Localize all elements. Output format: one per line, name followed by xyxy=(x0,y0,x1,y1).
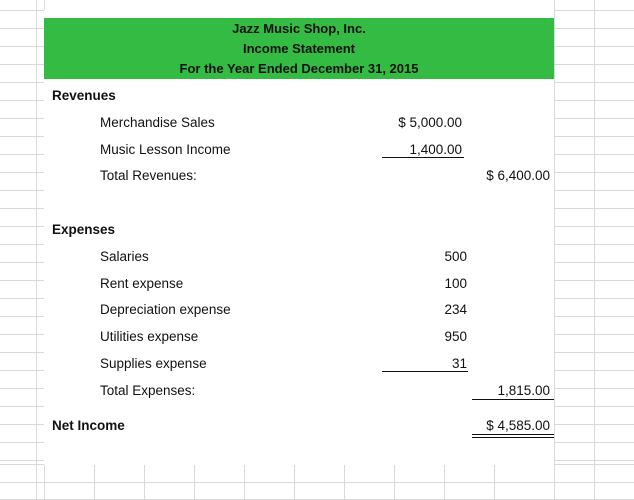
revenue-value-music-lesson-income[interactable]: 1,400.00 xyxy=(409,142,462,157)
expense-value-salaries[interactable]: 500 xyxy=(444,249,467,264)
expense-label-utilities[interactable]: Utilities expense xyxy=(100,329,199,344)
statement-period: For the Year Ended December 31, 2015 xyxy=(179,60,419,76)
expense-value-utilities[interactable]: 950 xyxy=(444,329,467,344)
expense-value-rent[interactable]: 100 xyxy=(444,276,467,291)
total-revenues-label[interactable]: Total Revenues: xyxy=(100,168,197,183)
total-expenses-value[interactable]: 1,815.00 xyxy=(497,383,550,398)
revenue-label-merchandise-sales[interactable]: Merchandise Sales xyxy=(100,115,215,130)
revenues-heading[interactable]: Revenues xyxy=(52,88,116,103)
company-name: Jazz Music Shop, Inc. xyxy=(232,20,366,36)
expense-label-rent[interactable]: Rent expense xyxy=(100,276,184,291)
statement-title: Income Statement xyxy=(243,40,355,56)
expense-label-depreciation[interactable]: Depreciation expense xyxy=(100,302,231,317)
total-expenses-label[interactable]: Total Expenses: xyxy=(100,383,196,398)
expense-value-depreciation[interactable]: 234 xyxy=(444,302,467,317)
net-income-underline-bottom xyxy=(472,437,554,438)
revenues-subtotal-underline xyxy=(382,157,464,158)
expenses-subtotal-underline xyxy=(382,371,468,372)
total-revenues-value[interactable]: $ 6,400.00 xyxy=(486,168,550,183)
net-income-label[interactable]: Net Income xyxy=(52,418,125,433)
revenue-value-merchandise-sales[interactable]: $ 5,000.00 xyxy=(398,115,462,130)
expense-label-salaries[interactable]: Salaries xyxy=(100,249,149,264)
total-expenses-underline xyxy=(472,399,554,400)
expense-value-supplies[interactable]: 31 xyxy=(451,356,467,371)
statement-header[interactable] xyxy=(44,18,554,79)
revenue-label-music-lesson-income[interactable]: Music Lesson Income xyxy=(100,142,231,157)
net-income-value[interactable]: $ 4,585.00 xyxy=(486,418,550,433)
expense-label-supplies[interactable]: Supplies expense xyxy=(100,356,207,371)
net-income-underline-top xyxy=(472,434,554,435)
expenses-heading[interactable]: Expenses xyxy=(52,222,116,237)
